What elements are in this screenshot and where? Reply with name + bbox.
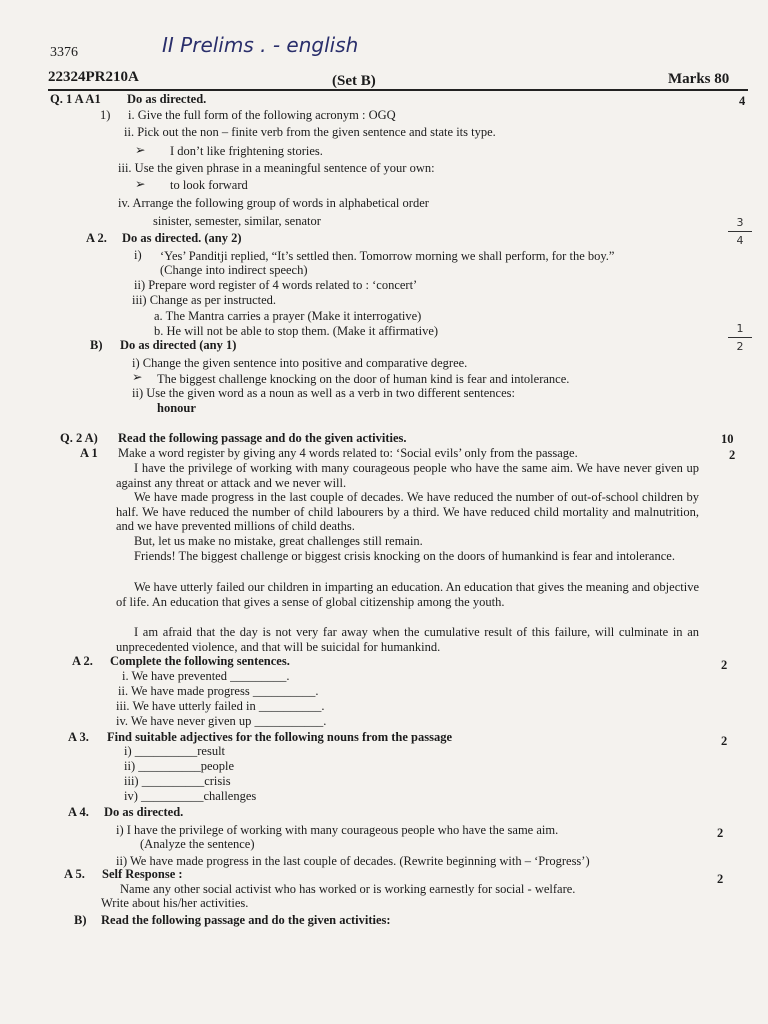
q2-a4-i-instruction: (Analyze the sentence) — [140, 837, 255, 851]
passage-paragraph-3: But, let us make no mistake, great challenges still remain. — [134, 534, 423, 548]
paper-code: 22324PR210A — [48, 69, 139, 85]
q2-a4-title: Do as directed. — [104, 805, 184, 819]
q1-item-iv: iv. Arrange the following group of words in alphabetical order — [118, 196, 429, 210]
q1-item-i: i. Give the full form of the following acronym : OGQ — [128, 108, 396, 122]
q1-label: Q. 1 A A1 — [50, 92, 101, 106]
set-label: (Set B) — [332, 73, 376, 89]
q2-a5-mark: 2 — [717, 872, 724, 886]
passage-paragraph-4: Friends! The biggest challenge or biggest crisis knocking on the doors of humankind is fear and intolerance. — [134, 549, 675, 563]
arrow-icon: ➢ — [135, 177, 146, 191]
paper-number: 3376 — [50, 45, 78, 60]
q2-a5-line1: Name any other social activist who has worked or is working earnestly for social - welfare. — [120, 882, 576, 896]
q1-a2-ii: ii) Prepare word register of 4 words related to : ‘concert’ — [134, 278, 418, 292]
q2-a3-item-iv: iv) __________challenges — [124, 789, 257, 803]
passage-paragraph-1: I have the privilege of working with many courageous people who have the same aim. We have never given up against any threat or attack and we never will. — [116, 461, 699, 490]
q2-a3-item-i: i) __________result — [124, 744, 226, 758]
q1-a2-iii: iii) Change as per instructed. — [132, 293, 277, 307]
q1-b-label: B) — [90, 338, 103, 352]
q1-mark: 4 — [739, 94, 746, 108]
q2-a5-title: Self Response : — [102, 867, 183, 881]
q1-b-ii-word: honour — [157, 401, 196, 415]
q2-a1-label: A 1 — [80, 446, 98, 460]
total-marks: Marks 80 — [668, 71, 730, 87]
q2-a2-mark: 2 — [721, 658, 728, 672]
q2-a2-item-ii: ii. We have made progress __________. — [118, 684, 319, 698]
q2-directive: Read the following passage and do the given activities. — [118, 431, 407, 445]
q2-a4-label: A 4. — [68, 805, 89, 819]
q1-sub-number: 1) — [100, 108, 111, 122]
q2-b-label: B) — [74, 913, 87, 927]
q2-a1-mark: 2 — [729, 448, 736, 462]
q1-item-ii: ii. Pick out the non – finite verb from the given sentence and state its type. — [124, 125, 496, 139]
q1-b-i-sentence: The biggest challenge knocking on the door of human kind is fear and intolerance. — [157, 372, 570, 386]
header-rule — [48, 89, 748, 91]
q1-a2-i: ‘Yes’ Panditji replied, “It’s settled then. Tomorrow morning we shall perform, for the boy.” — [160, 249, 615, 263]
q1-a2-directive: Do as directed. (any 2) — [122, 231, 242, 245]
q2-a3-title: Find suitable adjectives for the following nouns from the passage — [107, 730, 453, 744]
q1-a2-i-instruction: (Change into indirect speech) — [160, 263, 308, 277]
passage-paragraph-6: I am afraid that the day is not very far away when the cumulative result of this failure, will culminate in an unprecedented violence, and that will be suicidal for humankind. — [116, 625, 699, 654]
q1-a2-label: A 2. — [86, 231, 107, 245]
q2-a4-mark: 2 — [717, 826, 724, 840]
q2-label: Q. 2 A) — [60, 431, 98, 445]
q2-a5-line2: Write about his/her activities. — [101, 896, 249, 910]
q2-b-title: Read the following passage and do the given activities: — [101, 913, 391, 927]
handwritten-fraction: 3 4 — [728, 216, 752, 247]
handwritten-fraction: 1 2 — [728, 322, 752, 353]
q2-a4-ii: ii) We have made progress in the last couple of decades. (Rewrite beginning with – ‘Progress’) — [116, 854, 590, 868]
q1-a2-iii-a: a. The Mantra carries a prayer (Make it interrogative) — [154, 309, 422, 323]
q1-directive: Do as directed. — [127, 92, 207, 106]
q2-a3-label: A 3. — [68, 730, 89, 744]
q2-a1: Make a word register by giving any 4 words related to: ‘Social evils’ only from the passage. — [118, 446, 578, 460]
arrow-icon: ➢ — [135, 143, 146, 157]
handwritten-title: II Prelims . - english — [162, 33, 359, 57]
q1-b-directive: Do as directed (any 1) — [120, 338, 237, 352]
q1-a2-iii-b: b. He will not be able to stop them. (Make it affirmative) — [154, 324, 439, 338]
q2-a4-i: i) I have the privilege of working with many courageous people who have the same aim. — [116, 823, 559, 837]
arrow-icon: ➢ — [132, 370, 143, 384]
q2-a3-item-iii: iii) __________crisis — [124, 774, 231, 788]
passage-paragraph-2: We have made progress in the last couple of decades. We have reduced the number of out-of-school children by half. We have reduced the number of child labourers by a third. We have reduced child mortality and malnutrition, and we have prevented millions of child deaths. — [116, 490, 699, 534]
q1-item-ii-sentence: I don’t like frightening stories. — [170, 144, 323, 158]
q2-a2-item-iii: iii. We have utterly failed in __________. — [116, 699, 325, 713]
q1-item-iii-phrase: to look forward — [170, 178, 248, 192]
q1-a2-i-number: i) — [134, 248, 142, 262]
q1-item-iii: iii. Use the given phrase in a meaningful sentence of your own: — [118, 161, 435, 175]
q2-a2-item-iv: iv. We have never given up ___________. — [116, 714, 327, 728]
q2-a5-label: A 5. — [64, 867, 85, 881]
q2-a2-item-i: i. We have prevented _________. — [122, 669, 290, 683]
passage-paragraph-5: We have utterly failed our children in imparting an education. An education that gives the meaning and objective of life. An education that gives a sense of global citizenship among the youth. — [116, 580, 699, 609]
q2-a3-item-ii: ii) __________people — [124, 759, 235, 773]
q1-item-iv-words: sinister, semester, similar, senator — [153, 214, 321, 228]
q2-mark: 10 — [721, 432, 734, 446]
q2-a3-mark: 2 — [721, 734, 728, 748]
q2-a2-label: A 2. — [72, 654, 93, 668]
q1-b-i: i) Change the given sentence into positive and comparative degree. — [132, 356, 468, 370]
q1-b-ii: ii) Use the given word as a noun as well as a verb in two different sentences: — [132, 386, 515, 400]
q2-a2-title: Complete the following sentences. — [110, 654, 290, 668]
